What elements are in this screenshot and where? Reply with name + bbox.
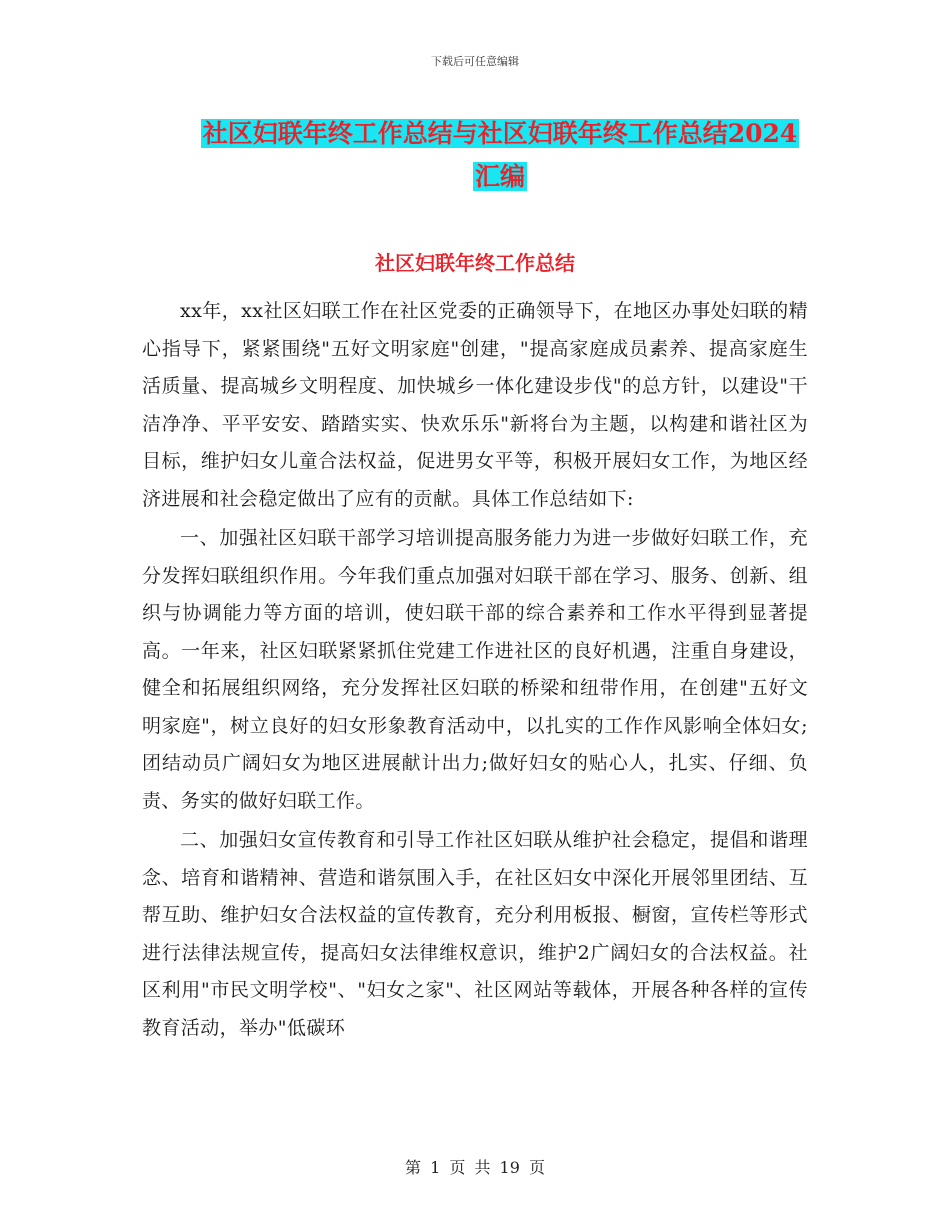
document-body [142,293,808,1049]
paragraph-section-1: 一、加强社区妇联干部学习培训提高服务能力为进一步做好妇联工作，充分发挥妇联组织作用。今年我们重点加强对妇联干部在学习、服务、创新、组织与协调能力等方面的培训，使妇联干部的综合素养和工作水平得到显著提高。一年来，社区妇联紧紧抓住党建工作进社区的良好机遇，注重自身建设，健全和拓展组织网络，充分发挥社区妇联的桥梁和纽带作用，在创建"五好文明家庭"，树立良好的妇女形象教育活动中，以扎实的工作作风影响全体妇女;团结动员广阔妇女为地区进展献计出力;做好妇女的贴心人，扎实、仔细、负责、务实的做好妇联工作。 [142,527,808,812]
paragraph-intro: xx年，xx社区妇联工作在社区党委的正确领导下，在地区办事处妇联的精心指导下，紧紧围绕"五好文明家庭"创建，"提高家庭成员素养、提高家庭生活质量、提高城乡文明程度、加快城乡一体化建设步伐"的总方针，以建设"干洁净净、平平安安、踏踏实实、快欢乐乐"新将台为主题，以构建和谐社区为目标，维护妇女儿童合法权益，促进男女平等，积极开展妇女工作，为地区经济进展和社会稳定做出了应有的贡献。具体工作总结如下: [142,300,808,510]
page-number-footer: 第 1 页 共 19 页 [405,1158,545,1177]
document-title [190,112,810,198]
paragraph-section-2: 二、加强妇女宣传教育和引导工作社区妇联从维护社会稳定，提倡和谐理念、培育和谐精神、营造和谐氛围入手，在社区妇女中深化开展邻里团结、互帮互助、维护妇女合法权益的宣传教育，充分利用板报、橱窗，宣传栏等形式进行法律法规宣传，提高妇女法律维权意识，维护2广阔妇女的合法权益。社区利用"市民文明学校"、"妇女之家"、社区网站等载体，开展各种各样的宣传教育活动，举办"低碳环 [142,829,808,1039]
document-title-line-1: 社区妇联年终工作总结与社区妇联年终工作总结2024 [202,119,798,148]
document-title-line-2: 汇编 [474,162,525,191]
section-title: 社区妇联年终工作总结 [375,251,575,275]
page-header: 下载后可任意编辑 [431,55,519,68]
